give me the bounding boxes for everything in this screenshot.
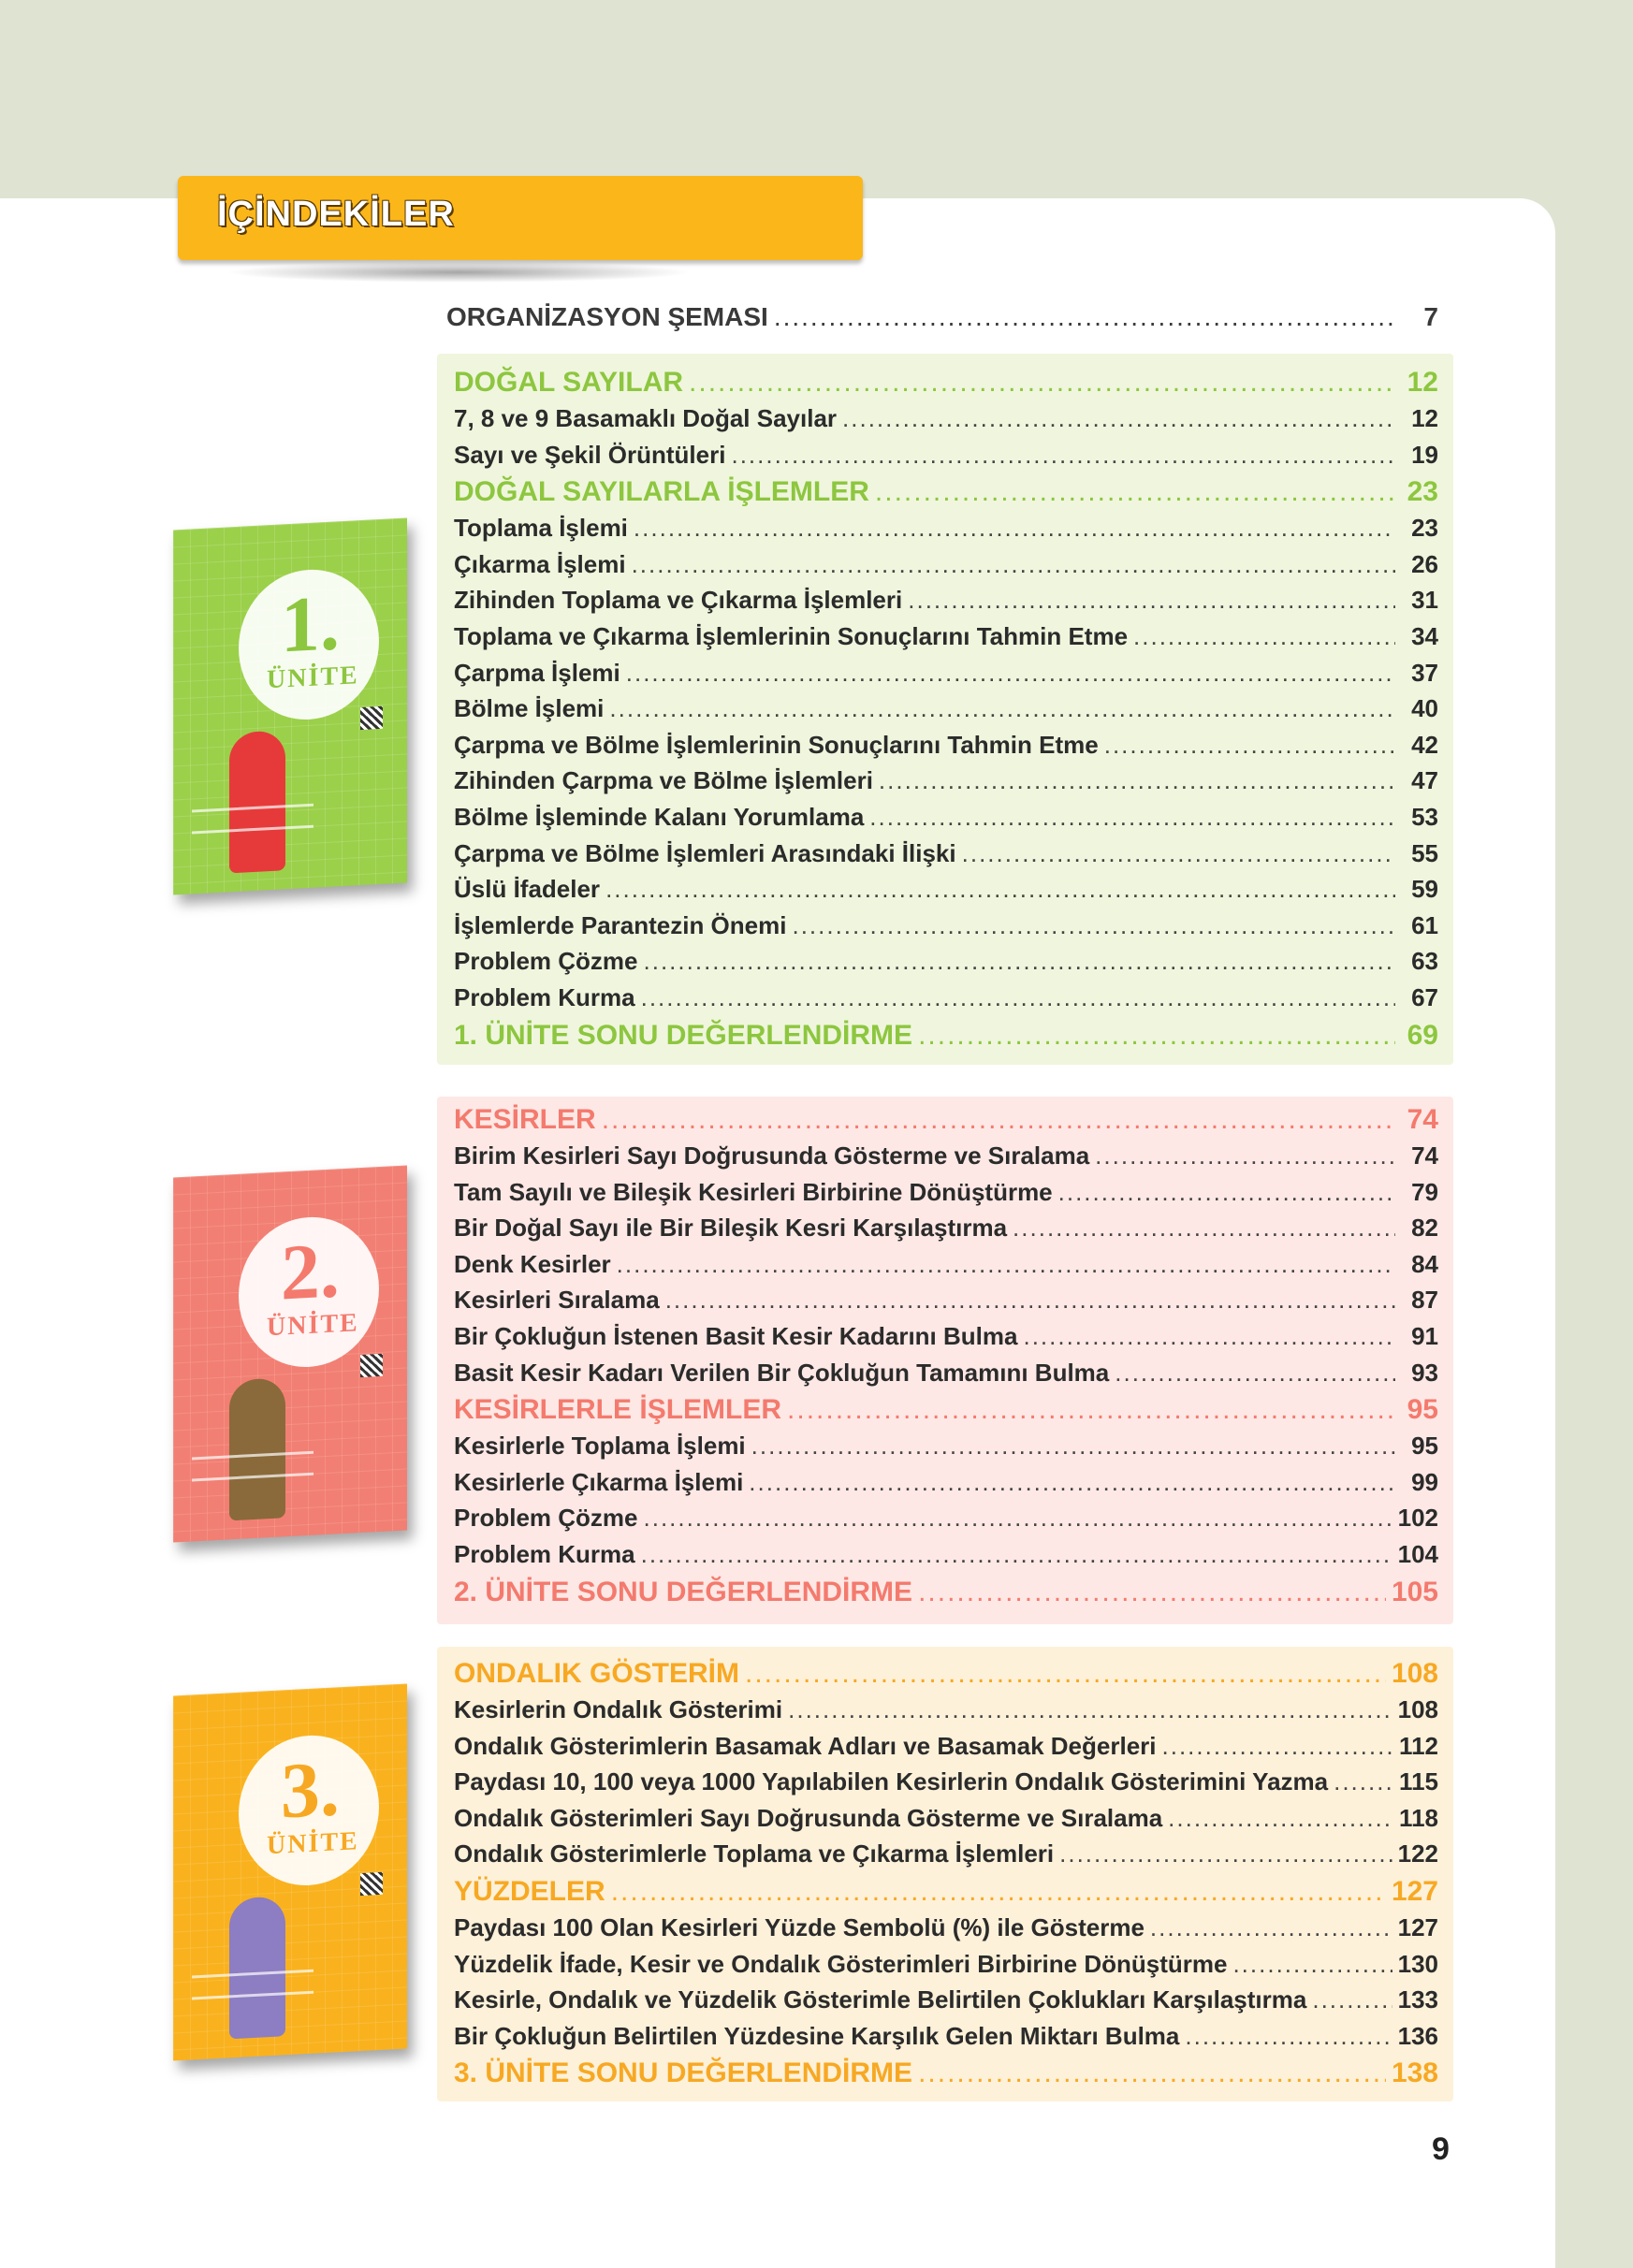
- toc-entry[interactable]: [454, 1913, 1438, 1949]
- toc-row-page: 7: [1423, 302, 1438, 331]
- leader-dots: [626, 659, 1395, 688]
- page-number: 9: [1432, 2131, 1450, 2167]
- toc-entry[interactable]: [454, 839, 1438, 875]
- leader-dots: [605, 875, 1395, 904]
- toc-entry[interactable]: [454, 586, 1438, 621]
- toc-row-label: Kesirlerle Çıkarma İşlemi: [454, 1467, 744, 1496]
- toc-entry[interactable]: [454, 1950, 1438, 1985]
- toc-row-page: 19: [1411, 440, 1438, 469]
- toc-row-page: 79: [1411, 1177, 1438, 1206]
- toc-row-label: Bir Çokluğun Belirtilen Yüzdesine Karşılık Gelen Miktarı Bulma: [454, 2021, 1180, 2050]
- toc-row-page: 133: [1397, 1985, 1438, 2014]
- toc-row-page: 112: [1399, 1731, 1438, 1760]
- toc-row-page: 122: [1397, 1839, 1438, 1868]
- toc-row-page: 55: [1411, 838, 1438, 867]
- cover-number: 1.: [281, 579, 340, 670]
- toc-entry[interactable]: [454, 947, 1438, 982]
- child-illustration: [229, 1896, 285, 2039]
- leader-dots: [617, 1250, 1395, 1279]
- toc-title: İÇİNDEKİLER: [217, 195, 455, 234]
- toc-row-page: 74: [1407, 1104, 1438, 1135]
- leader-dots: [787, 1394, 1395, 1426]
- leader-dots: [774, 302, 1395, 332]
- toc-section-heading[interactable]: [454, 367, 1438, 404]
- toc-row-label: 1. ÜNİTE SONU DEĞERLENDİRME: [454, 1019, 913, 1051]
- toc-row-page: 136: [1397, 2021, 1438, 2050]
- toc-row-label: Problem Çözme: [454, 947, 638, 976]
- unit-3-cover: [173, 1683, 407, 2060]
- leader-dots: [634, 514, 1395, 543]
- toc-row-label: Problem Çözme: [454, 1504, 638, 1533]
- leader-dots: [602, 1104, 1395, 1136]
- toc-row-label: Bölme İşleminde Kalanı Yorumlama: [454, 803, 865, 831]
- toc-row-page: 40: [1411, 694, 1438, 723]
- toc-row-page: 127: [1391, 1876, 1438, 1907]
- toc-row-label: 3. ÜNİTE SONU DEĞERLENDİRME: [454, 2057, 913, 2089]
- toc-section-heading[interactable]: [454, 1104, 1438, 1141]
- toc-row-page: 23: [1411, 514, 1438, 543]
- leader-dots: [1023, 1322, 1395, 1351]
- toc-section-heading[interactable]: [454, 1577, 1438, 1614]
- toc-entry[interactable]: [454, 1468, 1438, 1504]
- cover-number: 2.: [281, 1227, 340, 1317]
- qr-code-icon: [360, 706, 383, 730]
- toc-entry[interactable]: [454, 1695, 1438, 1731]
- leader-dots: [1058, 1178, 1395, 1207]
- leader-dots: [1232, 1950, 1392, 1979]
- toc-entry[interactable]: [454, 1504, 1438, 1539]
- cover-text-lines: [192, 804, 313, 835]
- toc-entry[interactable]: [454, 1322, 1438, 1358]
- toc-row-label: Çarpma ve Bölme İşlemleri Arasındaki İlişki: [454, 838, 956, 867]
- leader-dots: [792, 911, 1395, 940]
- toc-row-page: 67: [1411, 983, 1438, 1011]
- toc-row-page: 61: [1411, 910, 1438, 939]
- toc-entry[interactable]: [454, 1804, 1438, 1839]
- leader-dots: [869, 803, 1395, 832]
- toc-row-label: Üslü İfadeler: [454, 875, 601, 904]
- qr-code-icon: [360, 1872, 383, 1896]
- toc-entry[interactable]: [454, 441, 1438, 476]
- leader-dots: [665, 1286, 1395, 1315]
- toc-row-page: 95: [1407, 1394, 1438, 1426]
- toc-section-heading[interactable]: [454, 476, 1438, 514]
- leader-dots: [745, 1658, 1386, 1690]
- toc-row-page: 108: [1397, 1695, 1438, 1723]
- toc-entry[interactable]: [454, 1141, 1438, 1177]
- toc-row-label: Paydası 10, 100 veya 1000 Yapılabilen Kesirlerin Ondalık Gösterimini Yazma: [454, 1767, 1329, 1796]
- leader-dots: [1334, 1767, 1393, 1796]
- toc-row-label: Birim Kesirleri Sayı Doğrusunda Gösterme ve Sıralama: [454, 1141, 1090, 1170]
- toc-row-page: 108: [1391, 1658, 1438, 1689]
- toc-section-heading[interactable]: [454, 1394, 1438, 1432]
- toc-row-page: 104: [1397, 1540, 1438, 1568]
- toc-banner: [178, 176, 863, 260]
- toc-row-label: KESİRLERLE İŞLEMLER: [454, 1394, 782, 1426]
- toc-row-label: 2. ÜNİTE SONU DEĞERLENDİRME: [454, 1576, 913, 1607]
- toc-row-label: YÜZDELER: [454, 1876, 605, 1907]
- toc-row-label: Kesirlerle Toplama İşlemi: [454, 1432, 746, 1461]
- toc-row-label: Denk Kesirler: [454, 1249, 611, 1278]
- toc-row-label: Toplama ve Çıkarma İşlemlerinin Sonuçlarını Tahmin Etme: [454, 622, 1129, 650]
- leader-dots: [1104, 731, 1395, 760]
- leader-dots: [641, 983, 1395, 1012]
- leader-dots: [918, 1577, 1386, 1608]
- toc-row-label: ORGANİZASYON ŞEMASI: [446, 302, 768, 331]
- toc-row-label: Ondalık Gösterimleri Sayı Doğrusunda Gösterme ve Sıralama: [454, 1803, 1163, 1832]
- toc-row-page: 26: [1411, 549, 1438, 578]
- toc-row-page: 47: [1411, 766, 1438, 795]
- leader-dots: [731, 441, 1395, 470]
- toc-row-page: 102: [1397, 1504, 1438, 1533]
- toc-row-page: 91: [1411, 1322, 1438, 1350]
- toc-row-page: 118: [1399, 1803, 1438, 1832]
- cover-label: ÜNİTE: [267, 1826, 359, 1861]
- toc-entry[interactable]: [454, 2022, 1438, 2057]
- toc-row-page: 37: [1411, 658, 1438, 687]
- toc-row-page: 95: [1411, 1432, 1438, 1461]
- toc-entry[interactable]: [454, 1286, 1438, 1321]
- leader-dots: [1312, 1985, 1392, 2014]
- toc-entry[interactable]: [454, 404, 1438, 440]
- toc-row-label: Zihinden Çarpma ve Bölme İşlemleri: [454, 766, 873, 795]
- banner-shadow: [225, 262, 693, 283]
- toc-row-label: Ondalık Gösterimlerin Basamak Adları ve Basamak Değerleri: [454, 1731, 1157, 1760]
- toc-section-heading[interactable]: [454, 1020, 1438, 1057]
- cover-number: 3.: [281, 1745, 340, 1836]
- leader-dots: [1115, 1359, 1395, 1388]
- toc-row-label: Problem Kurma: [454, 1540, 635, 1568]
- toc-entry[interactable]: [454, 1432, 1438, 1467]
- leader-dots: [1185, 2022, 1392, 2051]
- toc-row-page: 42: [1411, 730, 1438, 759]
- toc-row-page: 69: [1407, 1019, 1438, 1051]
- toc-entry[interactable]: [454, 911, 1438, 947]
- toc-entry[interactable]: [454, 1359, 1438, 1394]
- cover-text-lines: [192, 1451, 313, 1482]
- unit-1-cover: [173, 517, 407, 894]
- toc-entry[interactable]: [454, 1540, 1438, 1576]
- toc-row-label: Bir Doğal Sayı ile Bir Bileşik Kesri Karşılaştırma: [454, 1214, 1008, 1243]
- toc-row-page: 23: [1407, 476, 1438, 508]
- toc-row-label: İşlemlerde Parantezin Önemi: [454, 910, 787, 939]
- leader-dots: [1162, 1732, 1394, 1761]
- leader-dots: [1013, 1214, 1395, 1243]
- toc-entry[interactable]: [454, 1214, 1438, 1249]
- toc-entry[interactable]: [454, 766, 1438, 802]
- toc-row-page: 84: [1411, 1249, 1438, 1278]
- leader-dots: [788, 1695, 1392, 1724]
- toc-row-page: 63: [1411, 947, 1438, 976]
- toc-row-page: 127: [1397, 1913, 1438, 1941]
- toc-entry[interactable]: [454, 731, 1438, 766]
- cover-text-lines: [192, 1970, 313, 2000]
- leader-dots: [611, 1876, 1386, 1908]
- toc-row-page: 115: [1399, 1767, 1438, 1796]
- toc-row-label: Çarpma ve Bölme İşlemlerinin Sonuçlarını Tahmin Etme: [454, 730, 1099, 759]
- leader-dots: [641, 1540, 1392, 1569]
- toc-section-heading[interactable]: [454, 2057, 1438, 2095]
- toc-row-label: Kesirlerin Ondalık Gösterimi: [454, 1695, 783, 1723]
- leader-dots: [918, 1020, 1395, 1052]
- toc-row-page: 138: [1391, 2057, 1438, 2089]
- leader-dots: [751, 1432, 1395, 1461]
- leader-dots: [632, 550, 1395, 579]
- leader-dots: [842, 404, 1395, 433]
- toc-row-label: DOĞAL SAYILAR: [454, 367, 684, 398]
- toc-section-heading[interactable]: [454, 1876, 1438, 1913]
- leader-dots: [749, 1468, 1395, 1497]
- toc-row-page: 12: [1411, 404, 1438, 432]
- toc-entry[interactable]: [454, 1839, 1438, 1875]
- toc-row-organization[interactable]: [446, 302, 1438, 332]
- toc-entry[interactable]: [454, 694, 1438, 730]
- toc-row-label: Yüzdelik İfade, Kesir ve Ondalık Gösterimleri Birbirine Dönüştürme: [454, 1949, 1228, 1978]
- leader-dots: [1150, 1913, 1392, 1942]
- toc-row-page: 53: [1411, 803, 1438, 831]
- toc-section-heading[interactable]: [454, 1658, 1438, 1695]
- toc-row-label: Kesirleri Sıralama: [454, 1286, 660, 1315]
- child-illustration: [229, 730, 285, 873]
- toc-row-page: 87: [1411, 1286, 1438, 1315]
- toc-entry[interactable]: [454, 1985, 1438, 2021]
- toc-row-label: KESİRLER: [454, 1104, 596, 1135]
- toc-row-page: 12: [1407, 367, 1438, 398]
- toc-row-label: Zihinden Toplama ve Çıkarma İşlemleri: [454, 586, 903, 615]
- qr-code-icon: [360, 1354, 383, 1377]
- toc-row-page: 130: [1397, 1949, 1438, 1978]
- toc-row-page: 59: [1411, 875, 1438, 904]
- leader-dots: [609, 694, 1395, 723]
- toc-row-label: Toplama İşlemi: [454, 514, 628, 543]
- toc-entry[interactable]: [454, 1732, 1438, 1767]
- toc-entry[interactable]: [454, 1178, 1438, 1214]
- toc-row-page: 99: [1411, 1467, 1438, 1496]
- toc-row-page: 31: [1411, 586, 1438, 615]
- leader-dots: [644, 947, 1396, 976]
- toc-row-label: Ondalık Gösterimlerle Toplama ve Çıkarma İşlemleri: [454, 1839, 1055, 1868]
- toc-entry[interactable]: [454, 622, 1438, 658]
- leader-dots: [1168, 1804, 1393, 1833]
- leader-dots: [644, 1504, 1392, 1533]
- leader-dots: [689, 367, 1395, 399]
- toc-row-label: 7, 8 ve 9 Basamaklı Doğal Sayılar: [454, 404, 838, 432]
- leader-dots: [908, 586, 1395, 615]
- toc-row-label: Çarpma İşlemi: [454, 658, 620, 687]
- cover-label: ÜNİTE: [267, 1308, 359, 1343]
- toc-row-page: 105: [1391, 1576, 1438, 1607]
- toc-row-page: 93: [1411, 1358, 1438, 1387]
- toc-row-page: 82: [1411, 1214, 1438, 1243]
- leader-dots: [962, 839, 1395, 868]
- leader-dots: [1133, 622, 1395, 651]
- leader-dots: [879, 766, 1395, 795]
- toc-entry[interactable]: [454, 1250, 1438, 1286]
- toc-entry[interactable]: [454, 875, 1438, 910]
- toc-entry[interactable]: [454, 803, 1438, 838]
- toc-row-label: Tam Sayılı ve Bileşik Kesirleri Birbirine Dönüştürme: [454, 1177, 1053, 1206]
- toc-row-label: ONDALIK GÖSTERİM: [454, 1658, 739, 1689]
- toc-row-label: Kesirle, Ondalık ve Yüzdelik Gösterimle Belirtilen Çoklukları Karşılaştırma: [454, 1985, 1307, 2014]
- child-illustration: [229, 1377, 285, 1520]
- unit-2-cover: [173, 1165, 407, 1542]
- toc-row-label: Basit Kesir Kadarı Verilen Bir Çokluğun Tamamını Bulma: [454, 1358, 1110, 1387]
- toc-entry[interactable]: [454, 659, 1438, 694]
- cover-label: ÜNİTE: [267, 661, 359, 695]
- toc-entry[interactable]: [454, 983, 1438, 1019]
- toc-row-page: 74: [1411, 1141, 1438, 1170]
- toc-entry[interactable]: [454, 1767, 1438, 1803]
- toc-row-label: Paydası 100 Olan Kesirleri Yüzde Sembolü (%) ile Gösterme: [454, 1913, 1145, 1941]
- toc-entry[interactable]: [454, 514, 1438, 549]
- toc-row-label: Bir Çokluğun İstenen Basit Kesir Kadarını Bulma: [454, 1322, 1018, 1350]
- leader-dots: [1095, 1141, 1395, 1170]
- toc-row-page: 34: [1411, 622, 1438, 650]
- toc-entry[interactable]: [454, 550, 1438, 586]
- toc-row-label: Bölme İşlemi: [454, 694, 605, 723]
- leader-dots: [1059, 1839, 1392, 1868]
- toc-row-label: DOĞAL SAYILARLA İŞLEMLER: [454, 476, 869, 508]
- toc-row-label: Problem Kurma: [454, 983, 635, 1011]
- leader-dots: [875, 476, 1395, 508]
- toc-row-label: Sayı ve Şekil Örüntüleri: [454, 440, 726, 469]
- leader-dots: [918, 2057, 1386, 2089]
- toc-row-label: Çıkarma İşlemi: [454, 549, 626, 578]
